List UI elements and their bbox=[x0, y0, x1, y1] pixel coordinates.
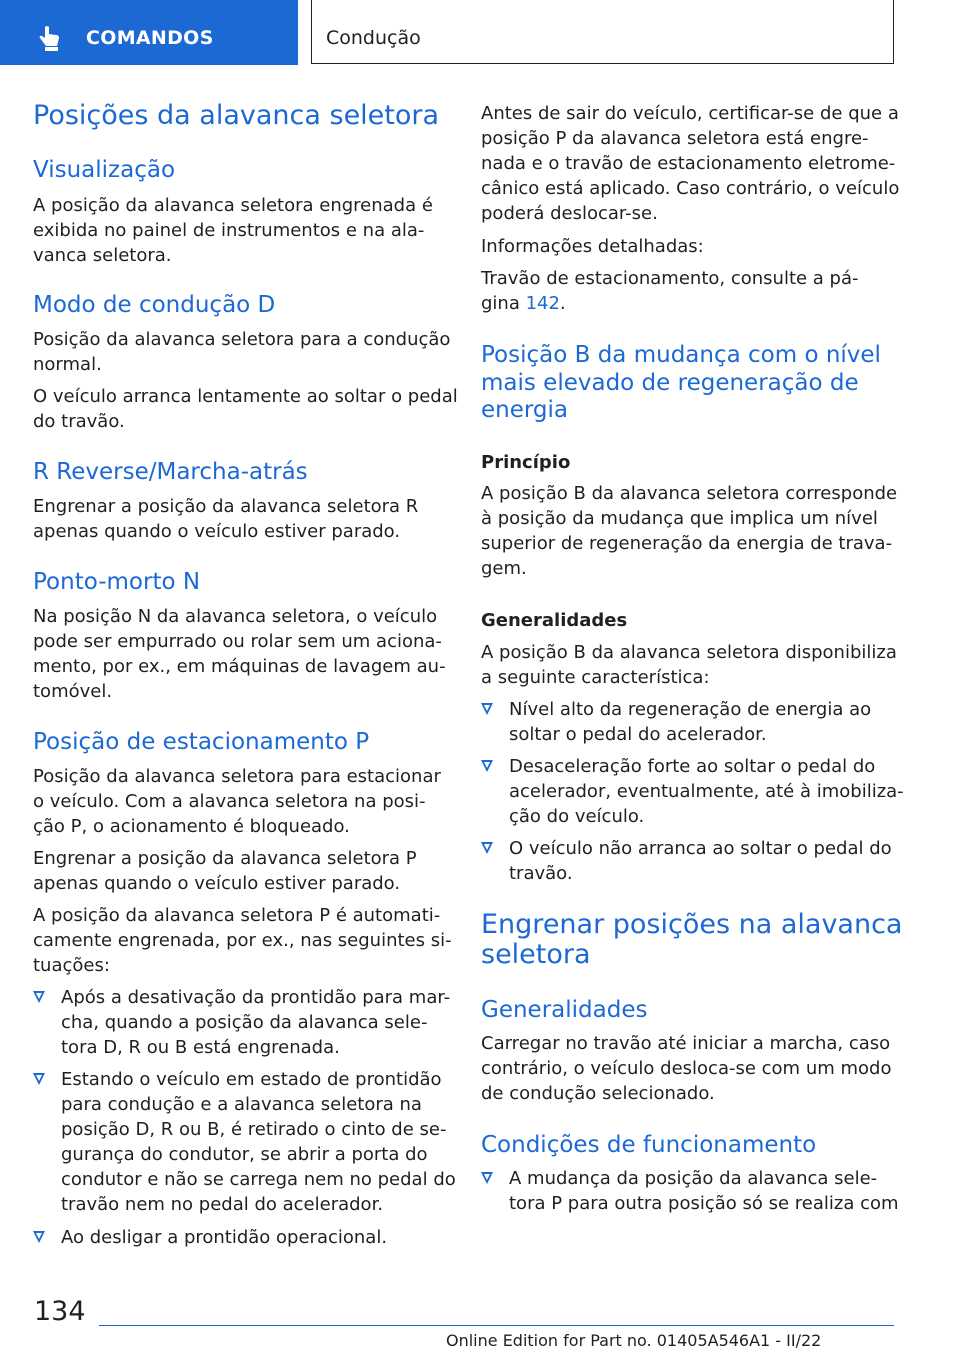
triangle-bullet-icon bbox=[33, 1231, 45, 1243]
paragraph-generalidades: Carregar no travão até iniciar a marcha, caso contrário, o veículo desloca-se com um modo de condução selecionado. bbox=[481, 1033, 892, 1104]
paragraph-estacionamento-2: Engrenar a posição da alavanca seletora P apenas quando o veículo estiver parado. bbox=[33, 848, 417, 894]
chapter-box bbox=[311, 0, 894, 64]
heading-principio: Princípio bbox=[481, 452, 571, 473]
cross-reference: Travão de estacionamento, consulte a pá- gina 142. bbox=[481, 268, 859, 314]
triangle-bullet-icon bbox=[33, 1073, 45, 1085]
triangle-bullet-icon bbox=[481, 703, 493, 715]
paragraph-estacionamento-3: A posição da alavanca seletora P é automati- camente engrenada, por ex., nas seguintes si- tuações: bbox=[33, 905, 452, 976]
paragraph-modo-d-2: O veículo arranca lentamente ao soltar o pedal do travão. bbox=[33, 386, 458, 432]
heading-generalidades-b: Generalidades bbox=[481, 610, 628, 631]
triangle-bullet-icon bbox=[481, 1172, 493, 1184]
paragraph-modo-d-1: Posição da alavanca seletora para a condução normal. bbox=[33, 329, 451, 375]
section-tab bbox=[0, 0, 298, 65]
triangle-bullet-icon bbox=[481, 760, 493, 772]
heading-estacionamento: Posição de estacionamento P bbox=[33, 729, 370, 755]
page-number: 134 bbox=[34, 1296, 86, 1327]
paragraph-intro: Antes de sair do veículo, certificar-se de que a posição P da alavanca seletora está engre- nada e o travão de estacionamento eletrome- cânico está aplicado. Caso contrário, o veículo poderá deslocar-se. bbox=[481, 103, 900, 224]
section-label: COMANDOS bbox=[86, 27, 214, 49]
heading-ponto-morto: Ponto-morto N bbox=[33, 569, 201, 595]
heading-condicoes: Condições de funcionamento bbox=[481, 1132, 817, 1158]
paragraph-estacionamento-1: Posição da alavanca seletora para estacionar o veículo. Com a alavanca seletora na posi- ção P, o acionamento é bloqueado. bbox=[33, 766, 441, 837]
footer-divider bbox=[99, 1325, 894, 1326]
paragraph-reverse: Engrenar a posição da alavanca seletora R apenas quando o veículo estiver parado. bbox=[33, 496, 419, 542]
paragraph-visualizacao: A posição da alavanca seletora engrenada é exibida no painel de instrumentos e na ala- vanca seletora. bbox=[33, 195, 433, 266]
paragraph-principio: A posição B da alavanca seletora corresponde à posição da mudança que implica um nível superior de regeneração da energia de trava- gem. bbox=[481, 483, 898, 579]
triangle-bullet-icon bbox=[481, 842, 493, 854]
heading-reverse: R Reverse/Marcha-atrás bbox=[33, 459, 308, 485]
info-label: Informações detalhadas: bbox=[481, 236, 704, 257]
heading-generalidades: Generalidades bbox=[481, 997, 648, 1023]
page-link[interactable]: 142 bbox=[525, 293, 560, 314]
chapter-title: Condução bbox=[326, 27, 421, 49]
edition-note: Online Edition for Part no. 01405A546A1 - II/22 bbox=[446, 1331, 822, 1350]
paragraph-ponto-morto: Na posição N da alavanca seletora, o veículo pode ser empurrado ou rolar sem um aciona- mento, por ex., em máquinas de lavagem au- tomóvel. bbox=[33, 606, 446, 702]
page-title: Posições da alavanca seletora bbox=[33, 100, 440, 131]
heading-posicao-b: Posição B da mudança com o nível mais elevado de regeneração de energia bbox=[481, 342, 881, 423]
heading-visualizacao: Visualização bbox=[33, 157, 176, 183]
triangle-bullet-icon bbox=[33, 991, 45, 1003]
paragraph-generalidades-b: A posição B da alavanca seletora disponibiliza a seguinte característica: bbox=[481, 642, 897, 688]
hand-pointer-icon bbox=[38, 26, 64, 52]
heading-engrenar: Engrenar posições na alavanca seletora bbox=[481, 909, 903, 970]
heading-modo-d: Modo de condução D bbox=[33, 292, 276, 318]
